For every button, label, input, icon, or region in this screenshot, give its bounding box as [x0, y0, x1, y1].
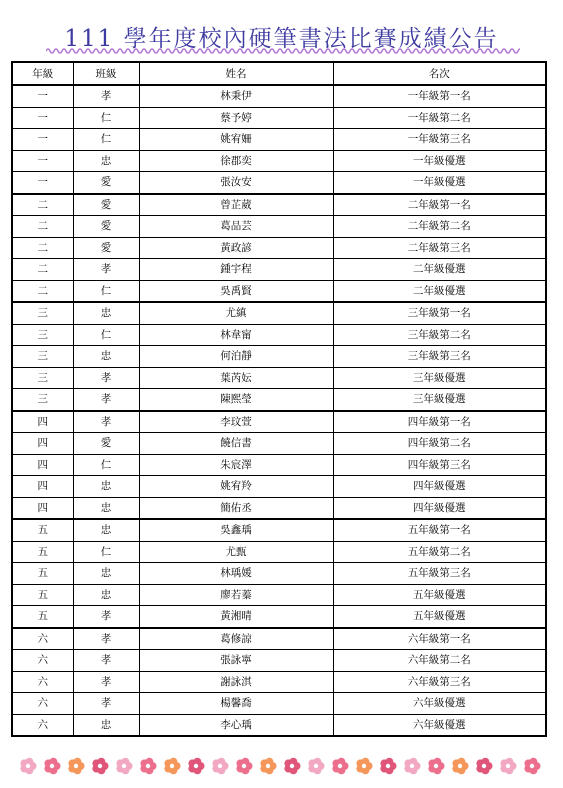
cell-name: 陳熙瑩 [139, 389, 333, 411]
cell-class: 孝 [73, 411, 139, 433]
table-row [12, 85, 546, 107]
cell-grade: 五 [12, 563, 73, 585]
table-row [12, 367, 546, 389]
cell-name: 徐郡奕 [139, 150, 333, 172]
cell-rank: 五年級第二名 [333, 541, 546, 563]
cell-rank: 五年級第一名 [333, 519, 546, 541]
cell-rank: 三年級優選 [333, 367, 546, 389]
table-row [12, 280, 546, 302]
cell-class: 忠 [73, 150, 139, 172]
cell-name: 葛修諒 [139, 628, 333, 650]
cell-class: 愛 [73, 216, 139, 238]
cell-grade: 三 [12, 324, 73, 346]
cell-grade: 四 [12, 476, 73, 498]
cell-rank: 四年級第一名 [333, 411, 546, 433]
cell-name: 尤甄 [139, 541, 333, 563]
cell-grade: 三 [12, 389, 73, 411]
table-row [12, 650, 546, 672]
cell-class: 仁 [73, 129, 139, 151]
cell-grade: 二 [12, 194, 73, 216]
table-row [12, 150, 546, 172]
cell-grade: 六 [12, 628, 73, 650]
cell-grade: 四 [12, 454, 73, 476]
cell-name: 黃湘晴 [139, 606, 333, 628]
cell-rank: 六年級第一名 [333, 628, 546, 650]
cell-grade: 六 [12, 671, 73, 693]
table-row [12, 107, 546, 129]
table-row [12, 628, 546, 650]
flower-icon [116, 758, 132, 775]
cell-rank: 一年級優選 [333, 172, 546, 194]
cell-name: 葛品芸 [139, 216, 333, 238]
cell-class: 仁 [73, 280, 139, 302]
flower-icon [212, 758, 228, 775]
cell-name: 林秉伊 [139, 85, 333, 107]
results-table [11, 61, 547, 737]
flower-icon [140, 758, 156, 775]
cell-rank: 五年級優選 [333, 606, 546, 628]
cell-grade: 六 [12, 650, 73, 672]
cell-grade: 一 [12, 85, 73, 107]
cell-rank: 六年級第二名 [333, 650, 546, 672]
cell-name: 鍾宇程 [139, 259, 333, 281]
table-row [12, 194, 546, 216]
cell-rank: 二年級第二名 [333, 216, 546, 238]
flower-icon [452, 758, 468, 775]
flower-icon [260, 758, 276, 775]
table-row [12, 324, 546, 346]
cell-rank: 六年級第三名 [333, 671, 546, 693]
cell-class: 仁 [73, 541, 139, 563]
cell-class: 孝 [73, 85, 139, 107]
cell-class: 忠 [73, 497, 139, 519]
cell-name: 葉芮妘 [139, 367, 333, 389]
table-row [12, 259, 546, 281]
flower-icon [428, 758, 444, 775]
cell-rank: 三年級第三名 [333, 346, 546, 368]
cell-grade: 三 [12, 302, 73, 324]
cell-name: 吳禹賢 [139, 280, 333, 302]
flower-icon [332, 758, 348, 775]
flower-icon [524, 758, 540, 775]
cell-name: 簡佑丞 [139, 497, 333, 519]
cell-rank: 五年級優選 [333, 584, 546, 606]
cell-name: 蔡予婷 [139, 107, 333, 129]
flower-icon [92, 758, 108, 775]
cell-class: 忠 [73, 714, 139, 736]
cell-grade: 二 [12, 237, 73, 259]
cell-grade: 二 [12, 216, 73, 238]
cell-class: 孝 [73, 606, 139, 628]
cell-grade: 一 [12, 107, 73, 129]
table-row [12, 454, 546, 476]
cell-class: 仁 [73, 454, 139, 476]
flower-icon [500, 758, 516, 775]
cell-name: 饒信書 [139, 433, 333, 455]
cell-name: 楊馨喬 [139, 693, 333, 715]
cell-grade: 二 [12, 280, 73, 302]
cell-rank: 六年級優選 [333, 714, 546, 736]
cell-rank: 二年級優選 [333, 259, 546, 281]
table-row [12, 129, 546, 151]
cell-class: 忠 [73, 563, 139, 585]
cell-grade: 二 [12, 259, 73, 281]
table-row [12, 411, 546, 433]
table-header-row [12, 62, 546, 85]
table-row [12, 237, 546, 259]
table-row [12, 563, 546, 585]
title-wavy-underline [46, 47, 520, 55]
cell-class: 忠 [73, 302, 139, 324]
cell-grade: 四 [12, 497, 73, 519]
cell-grade: 五 [12, 519, 73, 541]
cell-name: 李心瑀 [139, 714, 333, 736]
cell-grade: 一 [12, 150, 73, 172]
table-row [12, 346, 546, 368]
table-row [12, 433, 546, 455]
flower-icon [164, 758, 180, 775]
cell-class: 愛 [73, 194, 139, 216]
cell-rank: 二年級第三名 [333, 237, 546, 259]
cell-rank: 四年級優選 [333, 476, 546, 498]
header-class: 班級 [73, 62, 139, 85]
cell-grade: 六 [12, 693, 73, 715]
flower-icon [284, 758, 300, 775]
cell-class: 孝 [73, 389, 139, 411]
flower-icon [68, 758, 84, 775]
table-row [12, 693, 546, 715]
cell-class: 愛 [73, 237, 139, 259]
cell-grade: 四 [12, 433, 73, 455]
cell-rank: 四年級優選 [333, 497, 546, 519]
cell-rank: 五年級第三名 [333, 563, 546, 585]
cell-name: 張詠寧 [139, 650, 333, 672]
table-row [12, 476, 546, 498]
cell-class: 孝 [73, 259, 139, 281]
cell-name: 李玟萱 [139, 411, 333, 433]
cell-grade: 五 [12, 584, 73, 606]
cell-rank: 三年級優選 [333, 389, 546, 411]
cell-grade: 五 [12, 606, 73, 628]
cell-rank: 四年級第三名 [333, 454, 546, 476]
cell-name: 黃政諺 [139, 237, 333, 259]
flower-icon [188, 758, 204, 775]
table-row [12, 606, 546, 628]
table-row [12, 584, 546, 606]
table-row [12, 519, 546, 541]
header-name: 姓名 [139, 62, 333, 85]
cell-class: 仁 [73, 324, 139, 346]
flower-icon [380, 758, 396, 775]
cell-class: 忠 [73, 476, 139, 498]
cell-name: 張汝安 [139, 172, 333, 194]
cell-class: 孝 [73, 628, 139, 650]
cell-class: 孝 [73, 367, 139, 389]
cell-name: 謝詠淇 [139, 671, 333, 693]
cell-class: 孝 [73, 650, 139, 672]
cell-class: 愛 [73, 433, 139, 455]
cell-name: 廖若蓁 [139, 584, 333, 606]
page-title: 111 學年度校內硬筆書法比賽成績公告 [64, 26, 499, 52]
cell-grade: 一 [12, 172, 73, 194]
cell-rank: 一年級優選 [333, 150, 546, 172]
cell-name: 曾芷葳 [139, 194, 333, 216]
cell-name: 何泊靜 [139, 346, 333, 368]
cell-rank: 二年級優選 [333, 280, 546, 302]
cell-grade: 五 [12, 541, 73, 563]
cell-name: 朱宸澤 [139, 454, 333, 476]
cell-rank: 六年級優選 [333, 693, 546, 715]
cell-class: 忠 [73, 346, 139, 368]
table-row [12, 541, 546, 563]
flower-icon [356, 758, 372, 775]
cell-grade: 三 [12, 367, 73, 389]
cell-rank: 一年級第三名 [333, 129, 546, 151]
flower-icon [236, 758, 252, 775]
table-row [12, 172, 546, 194]
table-row [12, 302, 546, 324]
flower-icon [44, 758, 60, 775]
table-row [12, 216, 546, 238]
cell-grade: 六 [12, 714, 73, 736]
cell-name: 姚宥羚 [139, 476, 333, 498]
flower-border [18, 752, 546, 780]
flower-icon [308, 758, 324, 775]
cell-class: 孝 [73, 693, 139, 715]
table-row [12, 671, 546, 693]
cell-grade: 四 [12, 411, 73, 433]
table-row [12, 714, 546, 736]
header-grade: 年級 [12, 62, 73, 85]
cell-rank: 三年級第一名 [333, 302, 546, 324]
cell-class: 忠 [73, 519, 139, 541]
cell-rank: 一年級第一名 [333, 85, 546, 107]
cell-grade: 一 [12, 129, 73, 151]
header-rank: 名次 [333, 62, 546, 85]
cell-name: 尤縝 [139, 302, 333, 324]
cell-rank: 三年級第二名 [333, 324, 546, 346]
cell-class: 愛 [73, 172, 139, 194]
cell-name: 吳鑫瑀 [139, 519, 333, 541]
cell-rank: 一年級第二名 [333, 107, 546, 129]
flower-icon [404, 758, 420, 775]
cell-class: 孝 [73, 671, 139, 693]
cell-rank: 四年級第二名 [333, 433, 546, 455]
cell-name: 林瑀媛 [139, 563, 333, 585]
table-row [12, 497, 546, 519]
cell-rank: 二年級第一名 [333, 194, 546, 216]
cell-name: 姚宥姍 [139, 129, 333, 151]
flower-icon [476, 758, 492, 775]
table-row [12, 389, 546, 411]
cell-grade: 三 [12, 346, 73, 368]
cell-name: 林韋甯 [139, 324, 333, 346]
cell-class: 仁 [73, 107, 139, 129]
flower-icon [20, 758, 36, 775]
cell-class: 忠 [73, 584, 139, 606]
